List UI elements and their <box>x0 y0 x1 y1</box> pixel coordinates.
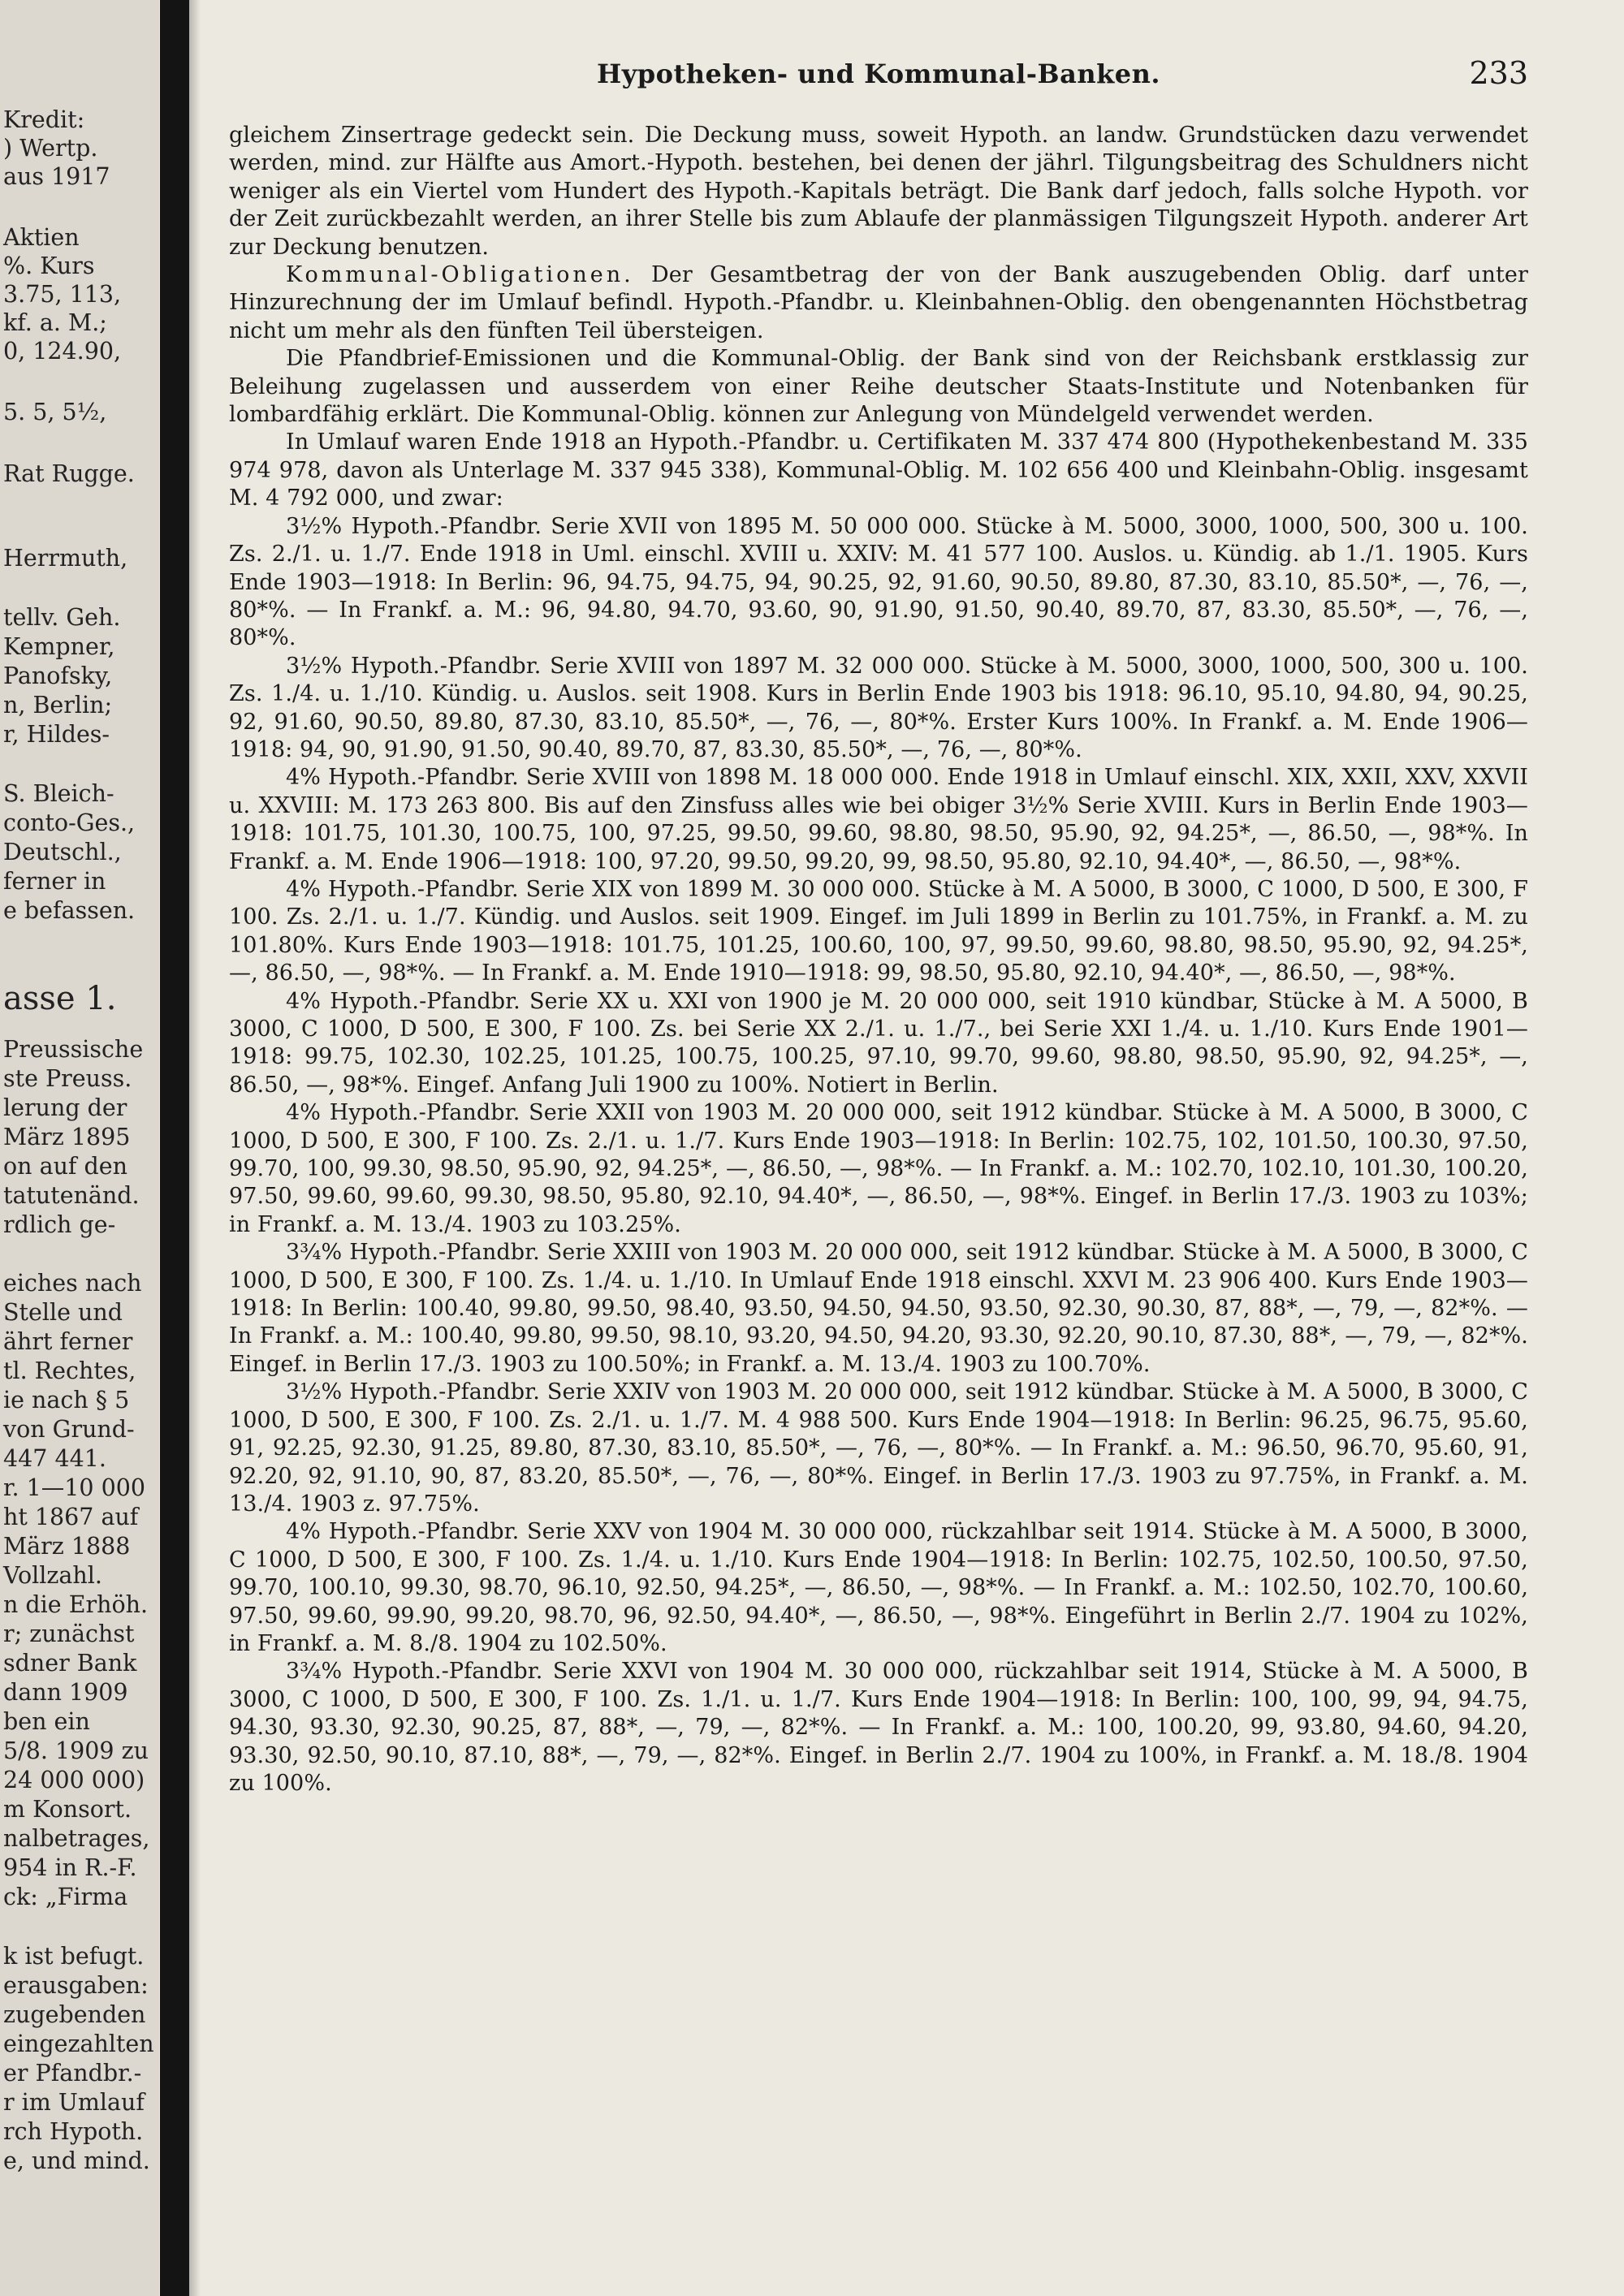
left-page-line: rdlich ge- <box>3 1211 116 1238</box>
left-page-line: asse 1. <box>3 980 117 1017</box>
left-page-line: S. Bleich- <box>3 780 114 807</box>
paragraph-text: 3½% Hypoth.-Pfandbr. Serie XVII von 1895 M. 50 000 000. Stücke à M. 5000, 3000, 1000, 500, 300 u. 100. Zs. 2./1. u. 1./7. Ende 1918 in Uml. einschl. XVIII u. XXIV: M. 41 577 100. Auslos. u. Kündig. ab 1./1. 1905. Kurs Ende 1903—1918: In Berlin: 96, 94.75, 94.75, 94, 90.25, 92, 91.60, 90.50, 89.80, 87.30, 83.10, 85.50*, —, 76, —, 80*%. — In Frankf. a. M.: 96, 94.80, 94.70, 93.60, 90, 91.90, 91.50, 90.40, 89.70, 87, 83.30, 85.50*, —, 76, —, 80*%. <box>229 513 1528 651</box>
paragraph-text: 4% Hypoth.-Pfandbr. Serie XX u. XXI von 1900 je M. 20 000 000, seit 1910 kündbar, Stücke à M. A 5000, B 3000, C 1000, D 500, E 300, F 100. Zs. bei Serie XX 2./1. u. 1./7., bei Serie XXI 1./4. u. 1./10. Kurs Ende 1901—1918: 99.75, 102.30, 102.25, 101.25, 100.75, 100.25, 97.10, 99.70, 99.60, 98.80, 98.50, 95.90, 92, 94.25*, —, 86.50, —, 98*%. Eingef. Anfang Juli 1900 zu 100%. Notiert in Berlin. <box>229 988 1528 1098</box>
left-page-line: eingezahlten <box>3 2031 154 2057</box>
paragraph <box>229 653 1528 765</box>
left-page-line: ie nach § 5 <box>3 1387 130 1413</box>
left-page-line: Kempner, <box>3 633 115 660</box>
left-page-line: Deutschl., <box>3 839 122 865</box>
left-page-line: tellv. Geh. <box>3 604 121 631</box>
gutter-shadow <box>189 0 201 2296</box>
left-page-line: 5/8. 1909 zu <box>3 1737 149 1764</box>
left-page-line: r, Hildes- <box>3 721 110 748</box>
running-head-title: Hypotheken- und Kommunal-Banken. <box>596 58 1161 89</box>
paragraph <box>229 876 1528 988</box>
left-page-line: sdner Bank <box>3 1650 137 1677</box>
left-page-line: ben ein <box>3 1708 90 1735</box>
left-page-line: on auf den <box>3 1153 127 1180</box>
left-page-line: ährt ferner <box>3 1328 133 1355</box>
paragraph <box>229 122 1528 261</box>
left-page-line: %. Kurs <box>3 252 95 279</box>
paragraph <box>229 1099 1528 1239</box>
paragraph-text: 4% Hypoth.-Pfandbr. Serie XXII von 1903 M. 20 000 000, seit 1912 kündbar. Stücke à M. A 5000, B 3000, C 1000, D 500, E 300, F 100. Zs. 2./1. u. 1./7. Kurs Ende 1903—1918: In Berlin: 102.75, 102, 101.50, 100.30, 97.50, 99.70, 100, 99.30, 98.50, 95.90, 92, 94.25*, —, 86.50, —, 98*%. — In Frankf. a. M.: 102.70, 102.10, 101.30, 100.20, 97.50, 99.60, 99.60, 99.30, 98.50, 95.80, 92.10, 94.40*, —, 86.50, —, 98*%. Eingef. in Berlin 17./3. 1903 zu 103%; in Frankf. a. M. 13./4. 1903 zu 103.25%. <box>229 1100 1528 1237</box>
left-page-line: tatutenänd. <box>3 1182 140 1209</box>
left-page-line: er Pfandbr.- <box>3 2060 142 2087</box>
paragraph <box>229 1518 1528 1658</box>
left-page-line: 3.75, 113, <box>3 281 122 308</box>
left-page-line: k ist befugt. <box>3 1943 145 1970</box>
left-page-line: e befassen. <box>3 897 136 924</box>
left-page-line: e, und mind. <box>3 2147 150 2174</box>
paragraph <box>229 513 1528 653</box>
adjacent-left-page <box>0 0 159 2296</box>
paragraph-text: gleichem Zinsertrage gedeckt sein. Die Deckung muss, soweit Hypoth. an landw. Grundstücken dazu verwendet werden, mind. zur Hälfte aus Amort.-Hypoth. bestehen, bei denen der jährl. Tilgungsbeitrag des Schuldners nicht weniger als ein Viertel vom Hundert des Hypoth.-Kapitals beträgt. Die Bank darf jedoch, falls solche Hypoth. vor der Zeit zurückbezahlt werden, an ihrer Stelle bis zum Ablaufe der planmässigen Tilgungszeit Hypoth. anderer Art zur Deckung benutzen. <box>229 123 1528 260</box>
left-page-line: Panofsky, <box>3 662 113 689</box>
left-page-line: kf. a. M.; <box>3 309 107 336</box>
page-number: 233 <box>1469 55 1528 91</box>
paragraph <box>229 1658 1528 1798</box>
left-page-line: r. 1—10 000 <box>3 1474 145 1501</box>
left-page-line: ck: „Firma <box>3 1884 128 1910</box>
left-page-line: erausgaben: <box>3 1972 149 1999</box>
left-page-line: 24 000 000) <box>3 1767 145 1793</box>
left-page-line: Aktien <box>3 224 80 251</box>
paragraph <box>229 1379 1528 1518</box>
left-page-line: tl. Rechtes, <box>3 1357 136 1384</box>
left-page-line: Preussische <box>3 1036 144 1063</box>
paragraph <box>229 261 1528 345</box>
paragraph-text: 3½% Hypoth.-Pfandbr. Serie XVIII von 1897 M. 32 000 000. Stücke à M. 5000, 3000, 1000, 500, 300 u. 100. Zs. 1./4. u. 1./10. Kündig. u. Auslos. seit 1908. Kurs in Berlin Ende 1903 bis 1918: 96.10, 95.10, 94.80, 94, 90.25, 92, 91.60, 90.50, 89.80, 87.30, 83.10, 85.50*, —, 76, —, 80*%. Erster Kurs 100%. In Frankf. a. M. Ende 1906—1918: 94, 90, 91.90, 91.50, 90.40, 89.70, 87, 83.30, 85.50*, —, 76, —, 80*%. <box>229 653 1528 762</box>
paragraph <box>229 764 1528 876</box>
paragraph-text: 3¾% Hypoth.-Pfandbr. Serie XXVI von 1904 M. 30 000 000, rückzahlbar seit 1914, Stücke à M. A 5000, B 3000, C 1000, D 500, E 300, F 100. Zs. 1./1. u. 1./7. Kurs Ende 1904—1918: In Berlin: 100, 100, 99, 94, 94.75, 94.30, 93.30, 92.30, 90.25, 87, 88*, —, 79, —, 82*%. — In Frankf. a. M.: 100, 100.20, 99, 93.80, 94.60, 94.20, 93.30, 92.50, 90.10, 87.10, 88*, —, 79, —, 82*%. Eingef. in Berlin 2./7. 1904 zu 100%, in Frankf. a. M. 18./8. 1904 zu 100%. <box>229 1659 1528 1796</box>
left-page-line: ste Preuss. <box>3 1065 132 1092</box>
paragraph-text: In Umlauf waren Ende 1918 an Hypoth.-Pfandbr. u. Certifikaten M. 337 474 800 (Hypothekenbestand M. 335 974 978, davon als Unterlage M. 337 945 338), Kommunal-Oblig. M. 102 656 400 und Kleinbahn-Oblig. insgesamt M. 4 792 000, und zwar: <box>229 429 1528 511</box>
paragraph-text: 4% Hypoth.-Pfandbr. Serie XXV von 1904 M. 30 000 000, rückzahlbar seit 1914. Stücke à M. A 5000, B 3000, C 1000, D 500, E 300, F 100. Zs. 1./4. u. 1./10. Kurs Ende 1904—1918: In Berlin: 102.75, 102.50, 100.50, 97.50, 99.70, 100.10, 99.30, 98.70, 96.10, 92.50, 94.25*, —, 86.50, —, 98*%. — In Frankf. a. M.: 102.50, 102.70, 100.60, 97.50, 99.60, 99.90, 99.20, 98.70, 96, 92.50, 94.40*, —, 86.50, —, 98*%. Eingeführt in Berlin 2./7. 1904 zu 102%, in Frankf. a. M. 8./8. 1904 zu 102.50%. <box>229 1519 1528 1656</box>
left-page-line: 447 441. <box>3 1445 106 1472</box>
left-page-line: r im Umlauf <box>3 2089 145 2116</box>
paragraph-text: 4% Hypoth.-Pfandbr. Serie XIX von 1899 M. 30 000 000. Stücke à M. A 5000, B 3000, C 1000, D 500, E 300, F 100. Zs. 2./1. u. 1./7. Kündig. und Auslos. seit 1909. Eingef. im Juli 1899 in Berlin zu 101.75%, in Frankf. a. M. zu 101.80%. Kurs Ende 1903—1918: 101.75, 101.25, 100.60, 100, 97, 99.50, 99.60, 98.80, 98.50, 95.90, 92, 94.25*, —, 86.50, —, 98*%. — In Frankf. a. M. Ende 1910—1918: 99, 98.50, 95.80, 92.10, 94.40*, —, 86.50, —, 98*%. <box>229 876 1528 986</box>
left-page-line: conto-Ges., <box>3 809 136 836</box>
paragraph-text: 3½% Hypoth.-Pfandbr. Serie XXIV von 1903 M. 20 000 000, seit 1912 kündbar. Stücke à M. A 5000, B 3000, C 1000, D 500, E 300, F 100. Zs. 2./1. u. 1./7. M. 4 988 500. Kurs Ende 1904—1918: In Berlin: 96.25, 96.75, 95.60, 91, 92.25, 92.30, 91.25, 89.80, 87.30, 83.10, 85.50*, —, 76, —, 80*%. — In Frankf. a. M.: 96.50, 96.70, 95.60, 91, 92.20, 92, 91.10, 90, 87, 83.20, 85.50*, —, 76, —, 80*%. Eingef. in Berlin 17./3. 1903 zu 97.75%, in Frankf. a. M. 13./4. 1903 z. 97.75%. <box>229 1379 1528 1517</box>
paragraph <box>229 1239 1528 1379</box>
left-page-line: aus 1917 <box>3 163 110 190</box>
left-page-line: n die Erhöh. <box>3 1591 149 1618</box>
left-page-line: Vollzahl. <box>3 1562 102 1589</box>
left-page-line: rch Hypoth. <box>3 2118 144 2145</box>
left-page-line: lerung der <box>3 1094 127 1121</box>
paragraph <box>229 345 1528 429</box>
paragraph <box>229 988 1528 1100</box>
running-head <box>229 49 1528 122</box>
left-page-line: März 1895 <box>3 1124 131 1150</box>
left-page-line: 5. 5, 5½, <box>3 399 107 425</box>
paragraph-text: Die Pfandbrief-Emissionen und die Kommunal-Oblig. der Bank sind von der Reichsbank erstklassig zur Beleihung zugelassen und ausserdem von einer Reihe deutscher Staats-Institute und Notenbanken für lombardfähig erklärt. Die Kommunal-Oblig. können zur Anlegung von Mündelgeld verwendet werden. <box>229 346 1528 428</box>
left-page-line: von Grund- <box>3 1416 135 1443</box>
left-page-line: Herrmuth, <box>3 545 128 572</box>
left-page-line: ht 1867 auf <box>3 1504 139 1530</box>
left-page-line: m Konsort. <box>3 1796 132 1823</box>
left-page-line: n, Berlin; <box>3 692 113 719</box>
paragraph <box>229 429 1528 512</box>
left-page-line: Kredit: <box>3 106 85 133</box>
left-page-line: zugebenden <box>3 2001 146 2028</box>
left-page-line: ferner in <box>3 868 106 895</box>
left-page-line: 0, 124.90, <box>3 338 122 365</box>
body-text <box>229 122 1528 1798</box>
book-gutter <box>160 0 189 2296</box>
left-page-line: r; zunächst <box>3 1621 135 1647</box>
left-page-line: Rat Rugge. <box>3 460 135 487</box>
left-page-line: nalbetrages, <box>3 1825 150 1852</box>
paragraph-text: Der Gesamtbetrag der von der Bank auszugebenden Oblig. darf unter Hinzurechnung der im Umlauf befindl. Hypoth.-Pfandbr. u. Kleinbahnen-Oblig. den obengenannten Höchstbetrag nicht um mehr als den fünften Teil übersteigen. <box>229 262 1528 343</box>
page-233 <box>229 49 1528 2257</box>
paragraph-lead: Kommunal-Obligationen. <box>286 262 634 288</box>
paragraph-text: 3¾% Hypoth.-Pfandbr. Serie XXIII von 1903 M. 20 000 000, seit 1912 kündbar. Stücke à M. A 5000, B 3000, C 1000, D 500, E 300, F 100. Zs. 1./4. u. 1./10. In Umlauf Ende 1918 einschl. XXVI M. 23 906 400. Kurs Ende 1903—1918: In Berlin: 100.40, 99.80, 99.50, 98.40, 93.50, 94.50, 94.50, 93.50, 92.30, 90.30, 87, 88*, —, 79, —, 82*%. — In Frankf. a. M.: 100.40, 99.80, 99.50, 98.10, 93.20, 94.50, 94.20, 93.30, 92.20, 90.10, 87.30, 88*, —, 79, —, 82*%. Eingef. in Berlin 17./3. 1903 zu 100.50%; in Frankf. a. M. 13./4. 1903 zu 100.70%. <box>229 1240 1528 1377</box>
left-page-line: Stelle und <box>3 1299 123 1326</box>
left-page-line: dann 1909 <box>3 1679 128 1706</box>
left-page-line: 954 in R.-F. <box>3 1854 137 1881</box>
left-page-line: März 1888 <box>3 1533 131 1560</box>
left-page-line: eiches nach <box>3 1270 142 1297</box>
paragraph-text: 4% Hypoth.-Pfandbr. Serie XVIII von 1898 M. 18 000 000. Ende 1918 in Umlauf einschl. XIX, XXII, XXV, XXVII u. XXVIII: M. 173 263 800. Bis auf den Zinsfuss alles wie bei obiger 3½% Serie XVIII. Kurs in Berlin Ende 1903—1918: 101.75, 101.30, 100.75, 100, 97.25, 99.50, 99.60, 98.80, 98.50, 95.90, 92, 94.25*, —, 86.50, —, 98*%. In Frankf. a. M. Ende 1906—1918: 100, 97.20, 99.50, 99.20, 99, 98.50, 95.80, 92.10, 94.40*, —, 86.50, —, 98*%. <box>229 765 1528 874</box>
left-page-line: ) Wertp. <box>3 135 98 162</box>
